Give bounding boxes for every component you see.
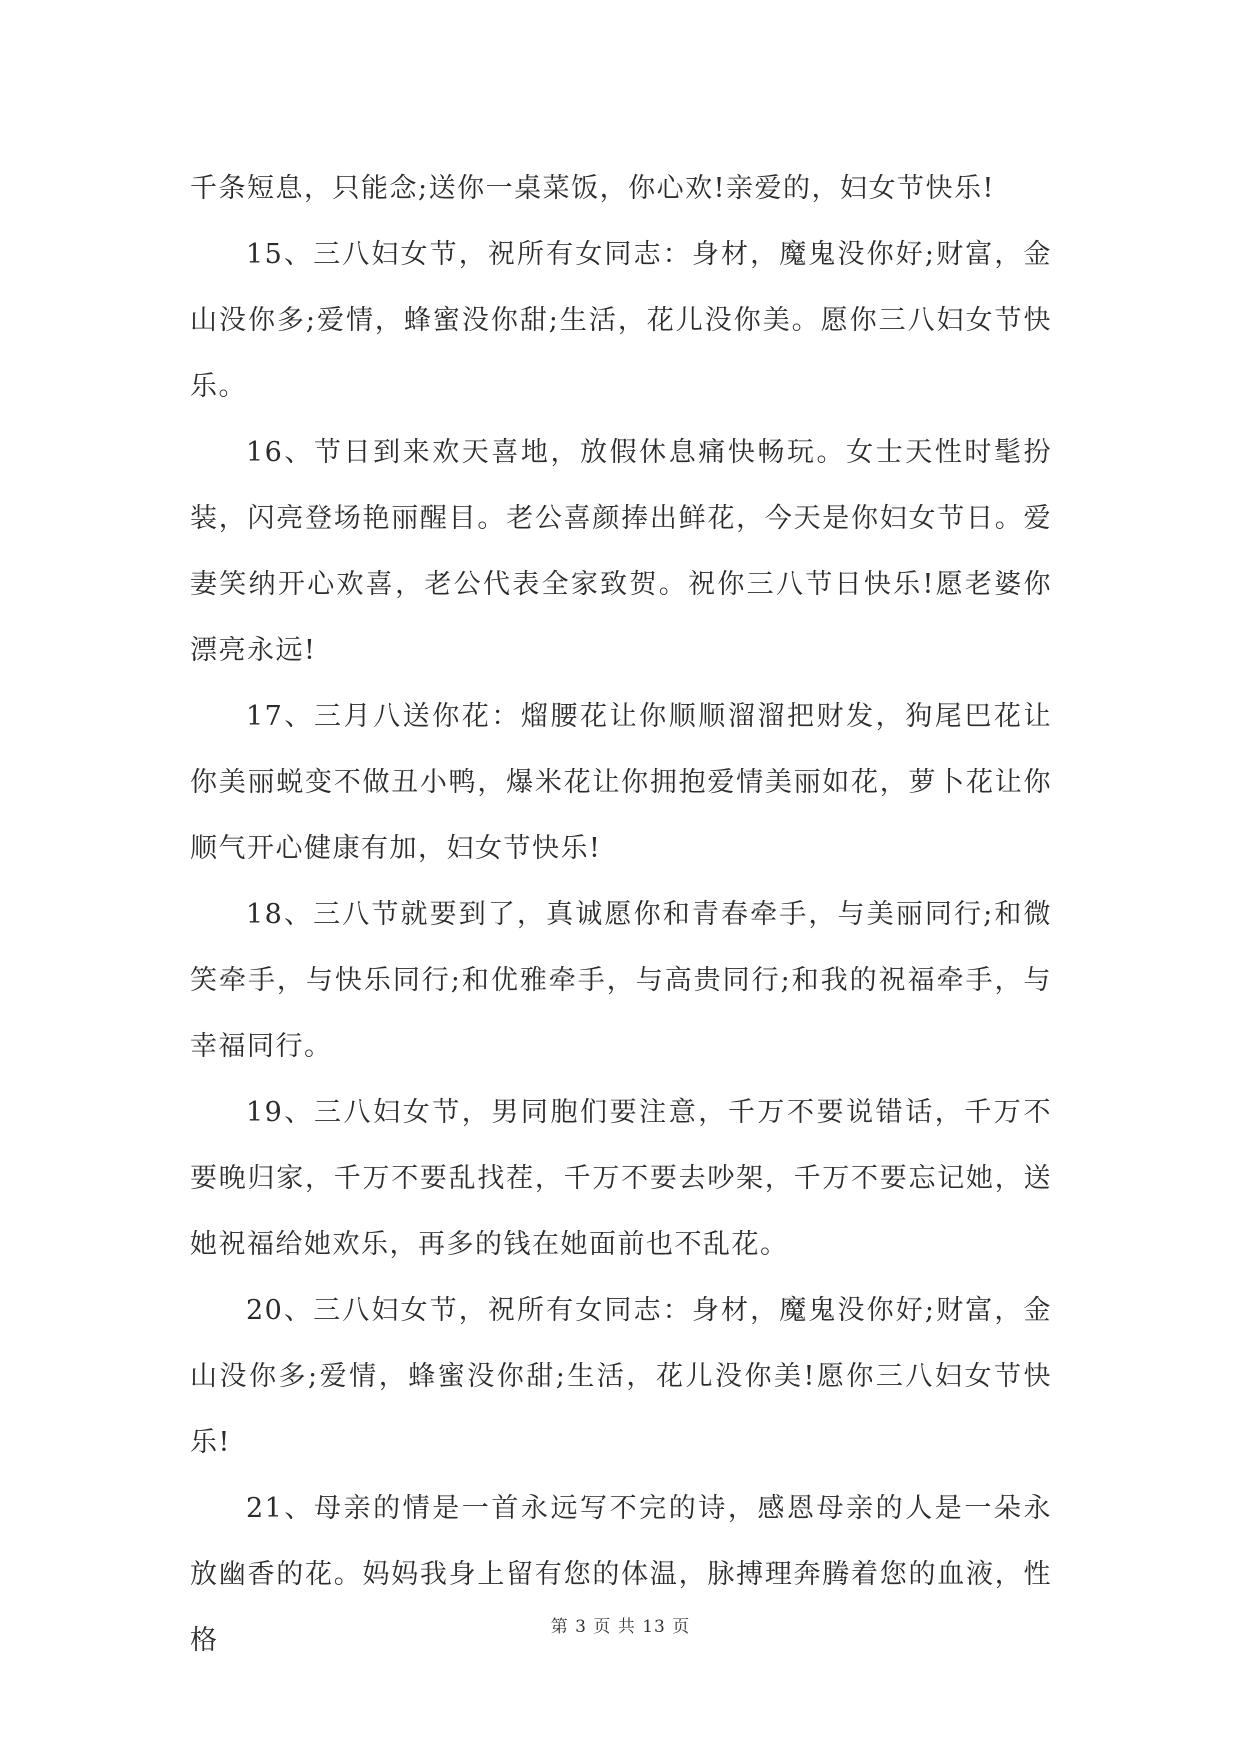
continuation-paragraph: 千条短息，只能念;送你一桌菜饭，你心欢!亲爱的，妇女节快乐! (190, 173, 995, 204)
paragraph-20: 20、三八妇女节，祝所有女同志：身材，魔鬼没你好;财富，金山没你多;爱情，蜂蜜没你甜;生活，花儿没你美!愿你三八妇女节快乐! (190, 1295, 1052, 1458)
paragraph-16: 16、节日到来欢天喜地，放假休息痛快畅玩。女士天性时髦扮装，闪亮登场艳丽醒目。老公喜颜捧出鲜花，今天是你妇女节日。爱妻笑纳开心欢喜，老公代表全家致贺。祝你三八节日快乐!愿老婆你漂亮永远! (190, 437, 1052, 666)
document-body (190, 156, 1052, 1674)
paragraph-19: 19、三八妇女节，男同胞们要注意，千万不要说错话，千万不要晚归家，千万不要乱找茬，千万不要去吵架，千万不要忘记她，送她祝福给她欢乐，再多的钱在她面前也不乱花。 (190, 1097, 1052, 1260)
paragraph-17: 17、三月八送你花：熘腰花让你顺顺溜溜把财发，狗尾巴花让你美丽蜕变不做丑小鸭，爆米花让你拥抱爱情美丽如花，萝卜花让你顺气开心健康有加，妇女节快乐! (190, 701, 1052, 864)
paragraph-21: 21、母亲的情是一首永远写不完的诗，感恩母亲的人是一朵永放幽香的花。妈妈我身上留有您的体温，脉搏理奔腾着您的血液，性格 (190, 1493, 1052, 1656)
paragraph-15: 15、三八妇女节，祝所有女同志：身材，魔鬼没你好;财富，金山没你多;爱情，蜂蜜没你甜;生活，花儿没你美。愿你三八妇女节快乐。 (190, 239, 1052, 402)
paragraph-18: 18、三八节就要到了，真诚愿你和青春牵手，与美丽同行;和微笑牵手，与快乐同行;和优雅牵手，与高贵同行;和我的祝福牵手，与幸福同行。 (190, 899, 1052, 1062)
page-number-footer: 第 3 页 共 13 页 (550, 1617, 691, 1637)
